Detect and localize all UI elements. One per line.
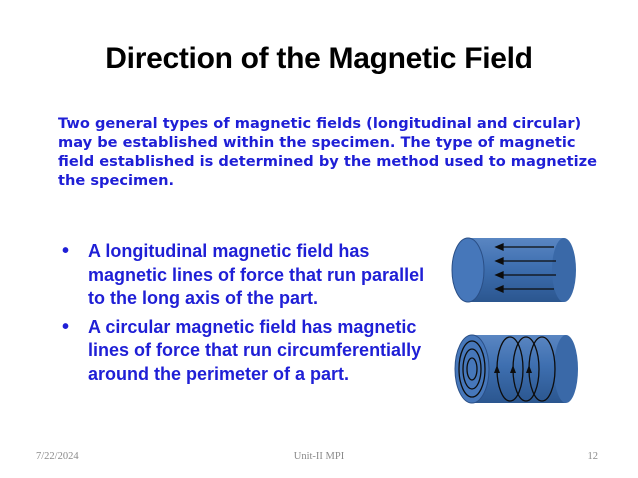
bullet-list xyxy=(62,240,432,391)
footer-date: 7/22/2024 xyxy=(36,451,79,462)
slide-title: Direction of the Magnetic Field xyxy=(105,42,533,75)
cylinder-far-end xyxy=(554,335,578,403)
bullet-text: A longitudinal magnetic field has magnetic lines of force that run parallel to the long axis of the part. xyxy=(88,241,425,308)
bullet-marker: • xyxy=(62,315,70,338)
cylinder-near-face xyxy=(452,238,484,302)
cylinder-near-face xyxy=(455,335,489,403)
circular-field-cylinder-icon xyxy=(448,331,580,407)
bullet-text: A circular magnetic field has magnetic lines of force that run circumferentially around the perimeter of a part. xyxy=(88,316,422,384)
bullet-marker: • xyxy=(62,240,70,262)
footer-center-text: Unit-II MPI xyxy=(293,451,345,462)
bullet-item-circular xyxy=(62,316,432,387)
slide-number: 12 xyxy=(587,451,598,462)
bullet-item-longitudinal xyxy=(62,240,432,311)
intro-paragraph: Two general types of magnetic fields (longitudinal and circular) may be established within the specimen. The type of magnetic field established is determined by the method used to magnetize the specimen. xyxy=(58,115,597,189)
longitudinal-field-cylinder-icon xyxy=(446,234,578,306)
cylinder-far-end xyxy=(552,238,576,302)
